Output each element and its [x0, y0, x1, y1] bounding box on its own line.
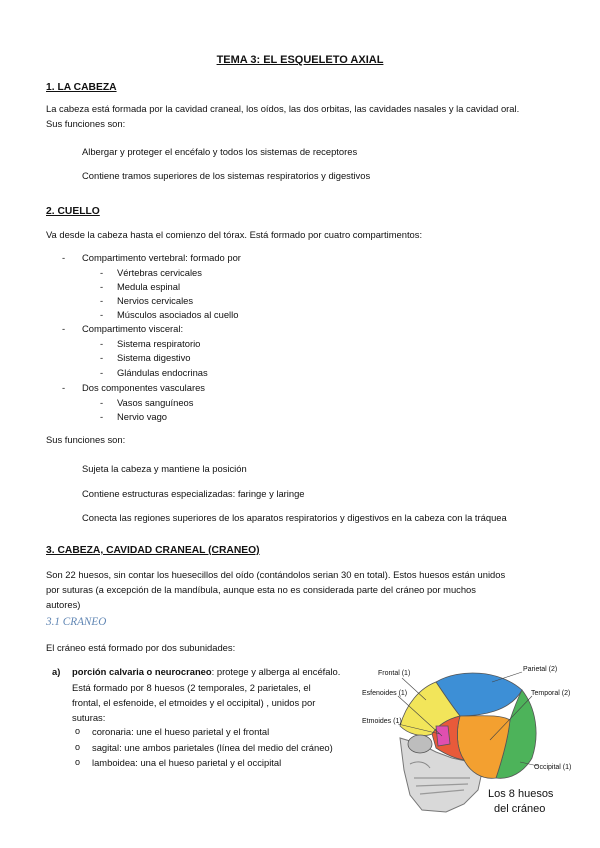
list-item: Vértebras cervicales: [117, 267, 202, 278]
dash-icon: -: [100, 338, 104, 349]
suture-item: coronaria: une el hueso parietal y el frontal: [92, 726, 270, 737]
suture-item: lamboidea: una el hueso parietal y el occipital: [92, 757, 282, 768]
list-item: Sistema digestivo: [117, 352, 191, 363]
paragraph: Sus funciones son:: [46, 434, 126, 445]
bullet-text: Albergar y proteger el encéfalo y todos los sistemas de receptores: [82, 146, 358, 157]
list-item-text: : protege y alberga al encéfalo.: [211, 666, 341, 677]
list-item: Medula espinal: [117, 281, 181, 292]
dash-icon: -: [100, 281, 104, 292]
label-etmoides: Etmoides (1): [362, 718, 402, 725]
circle-bullet-icon: o: [75, 757, 81, 767]
bullet-text: Contiene estructuras especializadas: faringe y laringe: [82, 488, 305, 499]
list-item: Nervios cervicales: [117, 295, 194, 306]
label-parietal: Parietal (2): [523, 666, 558, 673]
list-item: Vasos sanguíneos: [117, 397, 194, 408]
paragraph: Sus funciones son:: [46, 118, 126, 129]
paragraph: El cráneo está formado por dos subunidades:: [46, 642, 236, 653]
label-frontal: Frontal (1): [378, 670, 411, 677]
list-item: Nervio vago: [117, 411, 168, 422]
paragraph-line: Son 22 huesos, sin contar los huesecillos del oído (contándolos serian 30 en total). Estos huesos están unidos: [46, 569, 506, 580]
label-temporal: Temporal (2): [531, 690, 571, 697]
figure-caption-line2: del cráneo: [494, 803, 546, 815]
subsection-heading: 3.1 CRANEO: [46, 616, 107, 628]
dash-icon: -: [100, 411, 104, 422]
section-heading-cabeza: 1. LA CABEZA: [46, 82, 117, 93]
dash-icon: -: [100, 309, 104, 320]
bullet-text: Conecta las regiones superiores de los aparatos respiratorios y digestivos en la cabeza con la tráquea: [82, 512, 507, 523]
dash-icon: -: [100, 367, 104, 378]
section-heading-cuello: 2. CUELLO: [46, 206, 100, 217]
dash-icon: -: [100, 397, 104, 408]
list-item: Sistema respiratorio: [117, 338, 201, 349]
paragraph-line: autores): [46, 599, 81, 610]
dash-icon: -: [62, 252, 66, 263]
list-item: Glándulas endocrinas: [117, 367, 208, 378]
list-label: a): [52, 666, 61, 677]
skull-illustration: [360, 660, 585, 835]
dash-icon: -: [100, 295, 104, 306]
list-item: Compartimento vertebral: formado por: [82, 252, 241, 263]
dash-icon: -: [62, 382, 66, 393]
dash-icon: -: [62, 323, 66, 334]
circle-bullet-icon: o: [75, 742, 81, 752]
paragraph: Va desde la cabeza hasta el comienzo del tórax. Está formado por cuatro compartimentos:: [46, 229, 423, 240]
bullet-text: Contiene tramos superiores de los sistemas respiratorios y digestivos: [82, 170, 371, 181]
list-item: [72, 666, 340, 677]
section-heading-craneo: 3. CABEZA, CAVIDAD CRANEAL (CRANEO): [46, 545, 260, 556]
list-item: Músculos asociados al cuello: [117, 309, 239, 320]
list-item-text: suturas:: [72, 712, 106, 723]
bullet-text: Sujeta la cabeza y mantiene la posición: [82, 463, 247, 474]
bold-term: porción calvaria o neurocraneo: [72, 666, 212, 677]
page-title: TEMA 3: EL ESQUELETO AXIAL: [216, 54, 384, 66]
skull-figure: [360, 660, 585, 835]
dash-icon: -: [100, 267, 104, 278]
label-occipital: Occipital (1): [534, 764, 572, 771]
list-item-text: frontal, el esfenoide, el etmoides y el occipital) , unidos por: [72, 697, 316, 708]
list-item: Compartimento visceral:: [82, 323, 184, 334]
paragraph-line: por suturas (a excepción de la mandíbula, aunque esta no es considerada parte del cráneo por muchos: [46, 584, 476, 595]
paragraph: La cabeza está formada por la cavidad craneal, los oídos, las dos orbitas, las cavidades nasales y la cavidad oral.: [46, 103, 520, 114]
list-item-text: Está formado por 8 huesos (2 temporales, 2 parietales, el: [72, 682, 311, 693]
list-item: Dos componentes vasculares: [82, 382, 205, 393]
suture-item: sagital: une ambos parietales (línea del medio del cráneo): [92, 742, 333, 753]
figure-caption-line1: Los 8 huesos: [488, 788, 554, 800]
circle-bullet-icon: o: [75, 726, 81, 736]
label-esfenoides: Esfenoides (1): [362, 690, 408, 697]
dash-icon: -: [100, 352, 104, 363]
